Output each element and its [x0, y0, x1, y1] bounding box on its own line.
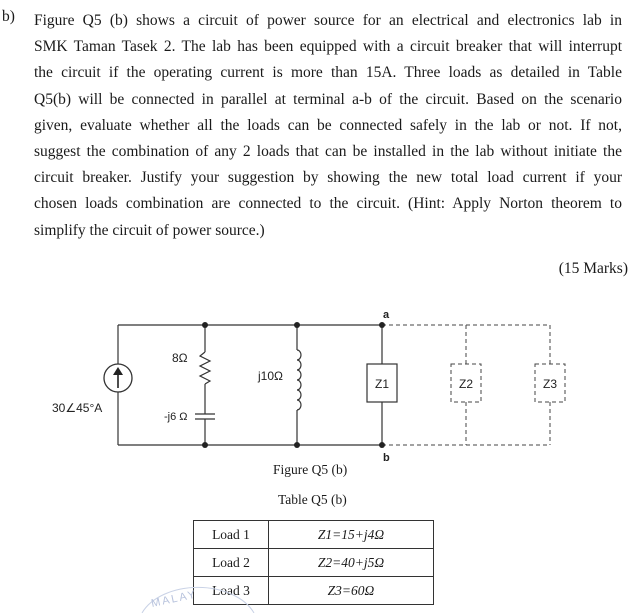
question-line: Q5(b) will be connected in parallel at terminal a-b of the circuit. Based on the scenario [34, 90, 622, 108]
load-name: Load 1 [194, 521, 269, 549]
terminal-b-dot [379, 442, 385, 448]
question-line: chosen loads combination are connected to the circuit. (Hint: Apply Norton theorem to [34, 195, 622, 213]
terminal-b-label: b [383, 452, 390, 464]
marks-label: (15 Marks) [558, 260, 628, 277]
inductor-label: j10Ω [258, 369, 283, 383]
question-label: b) [2, 8, 15, 25]
watermark-seal [138, 585, 258, 613]
source-label: 30∠45°A [52, 401, 103, 415]
load-impedance: Z1=15+j4Ω [269, 521, 434, 549]
watermark-text: MALAY [150, 588, 199, 610]
z2-label: Z2 [459, 377, 474, 391]
node-dot [202, 322, 208, 328]
resistor-8ohm [200, 352, 210, 384]
z3-label: Z3 [543, 377, 558, 391]
question-line: SMK Taman Tasek 2. The lab has been equipped with a circuit breaker that will interrupt [34, 38, 622, 56]
node-dot [294, 442, 300, 448]
question-line: Figure Q5 (b) shows a circuit of power source for an electrical and electronics lab in [34, 12, 622, 29]
question-line: suggest the combination of any 2 loads that can be installed in the lab without initiate the [34, 143, 622, 161]
table-row [194, 549, 434, 577]
table-caption: Table Q5 (b) [278, 492, 347, 507]
terminal-a-label: a [383, 309, 390, 321]
question-text [34, 8, 622, 244]
load-name: Load 2 [194, 549, 269, 577]
inductor-j10 [297, 350, 301, 410]
figure-caption: Figure Q5 (b) [273, 462, 348, 477]
question-line: the circuit if the operating current is more than 15A. Three loads as detailed in Table [34, 64, 622, 82]
load-name: Load 3 [194, 577, 269, 605]
terminal-a-dot [379, 322, 385, 328]
node-dot [202, 442, 208, 448]
node-dot [294, 322, 300, 328]
load-impedance: Z3=60Ω [269, 577, 434, 605]
capacitor-label: -j6 Ω [164, 411, 188, 423]
circuit-diagram [0, 300, 640, 470]
question-line: given, evaluate whether all the loads can be connected safely in the lab or not. If not, [34, 116, 622, 134]
question-line: circuit breaker. Justify your suggestion by showing the new total load current if your [34, 169, 622, 187]
table-row [194, 521, 434, 549]
load-impedance: Z2=40+j5Ω [269, 549, 434, 577]
question-line: simplify the circuit of power source.) [34, 221, 265, 239]
resistor-label: 8Ω [172, 351, 188, 365]
z1-label: Z1 [375, 377, 390, 391]
